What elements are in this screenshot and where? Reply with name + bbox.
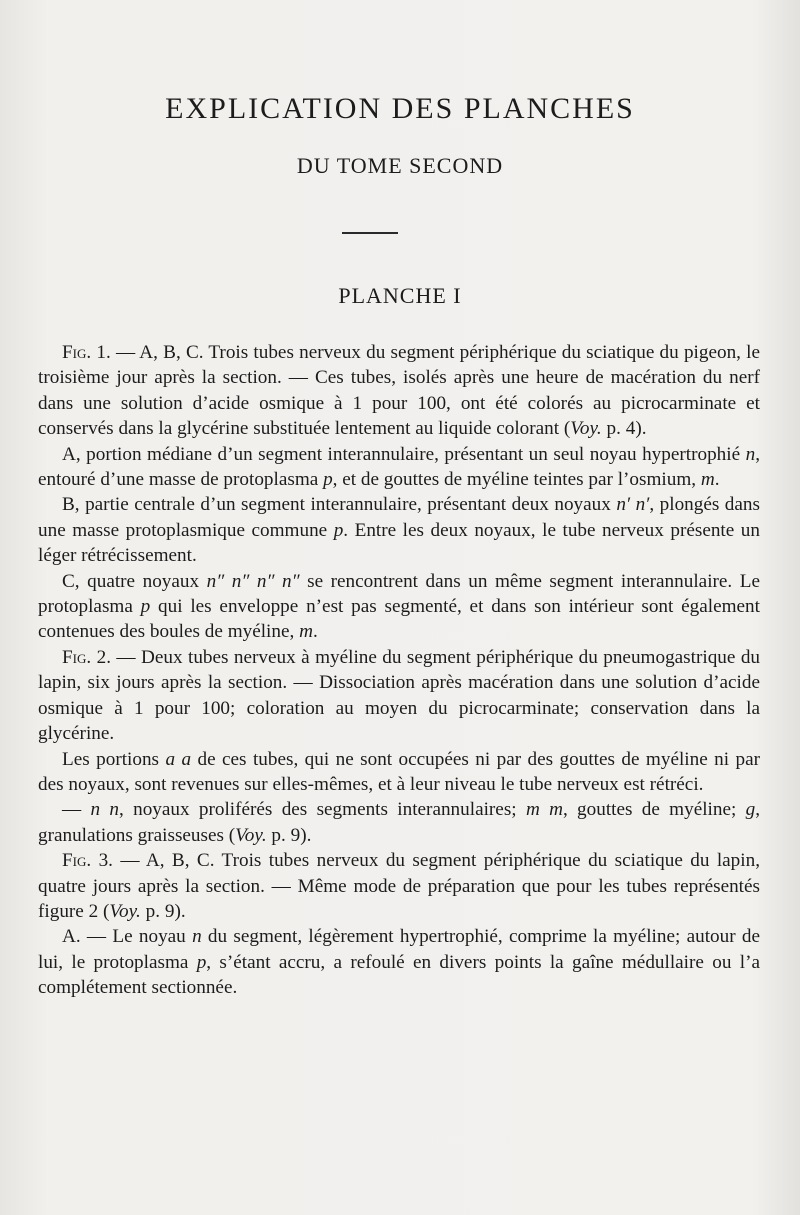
- paragraph-fig-1: [38, 340, 760, 442]
- variable-label: p: [333, 519, 344, 541]
- paragraph-text: de ces tubes, qui ne sont occupées ni par des gouttes de myéline ni par des noyaux, sont revenues sur elles-mêmes, et à leur niveau le tube nerveux est rétréci.: [38, 748, 760, 795]
- paragraph-text: A. — Le noyau: [62, 926, 193, 948]
- paragraph-text: , plongés dans une masse protoplasmique commune: [38, 494, 760, 541]
- paragraph-text: — A, B, C. Trois tubes nerveux du segment périphérique du sciatique du lapin, quatre jours après la section. — Même mode de préparation que pour les tubes représentés figure 2 (: [38, 850, 760, 922]
- variable-label: m: [700, 469, 715, 491]
- paragraph-fig-1-b: [38, 492, 760, 568]
- paragraph-text: , noyaux proliférés des segments interannulaires;: [119, 799, 526, 821]
- paragraph-fig-2-legend: [38, 797, 760, 848]
- reference-label: Voy.: [235, 824, 267, 846]
- paragraph-text: .: [714, 469, 720, 491]
- paragraph-text: C, quatre noyaux: [62, 570, 207, 592]
- variable-label: m: [299, 621, 313, 643]
- variable-label: p: [323, 469, 333, 491]
- variable-label: g: [745, 799, 756, 821]
- page-title: EXPLICATION DES PLANCHES: [165, 92, 635, 125]
- variable-label: p: [140, 596, 151, 618]
- paragraph-text: , granulations graisseuses (: [38, 799, 761, 846]
- paragraph-text: A, portion médiane d’un segment interannulaire, présentant un seul noyau hypertrophié: [62, 443, 746, 465]
- variable-label: n n: [90, 799, 119, 821]
- reference-page: p. 9).: [266, 824, 312, 846]
- reference-page: p. 9).: [140, 900, 186, 922]
- paragraph-text: B, partie centrale d’un segment interannulaire, présentant deux noyaux: [62, 494, 617, 516]
- paragraph-text: , gouttes de myéline;: [562, 799, 746, 821]
- paragraph-text: , s’étant accru, a refoulé en divers points la gaîne médullaire ou l’a complétement sectionnée.: [38, 951, 760, 999]
- page-subtitle: DU TOME SECOND: [296, 153, 504, 178]
- plate-heading: PLANCHE I: [338, 283, 462, 308]
- title-divider: [342, 232, 398, 234]
- paragraph-text: . Entre les deux noyaux, le tube nerveux présente un léger rétrécissement.: [38, 519, 760, 567]
- paragraph-fig-3-a: [38, 924, 760, 1000]
- variable-label: n: [192, 926, 202, 948]
- variable-label: n: [745, 443, 756, 465]
- paragraph-text: — Deux tubes nerveux à myéline du segment périphérique du pneumogastrique du lapin, six jours après la section. — Dissociation après macération dans une solution d’acide osmique à 1 pour 100; coloration au moyen du picrocarminate; conservation dans la glycérine.: [38, 646, 761, 745]
- reference-label: Voy.: [109, 900, 141, 922]
- reference-label: Voy.: [570, 418, 602, 440]
- paragraph-text: se rencontrent dans un même segment interannulaire. Le protoplasma: [38, 570, 760, 618]
- paragraph-fig-1-c: [38, 569, 760, 645]
- figure-label: Fig. 2.: [62, 646, 111, 668]
- paragraph-text: du segment, légèrement hypertrophié, comprime la myéline; autour de lui, le protoplasma: [38, 926, 760, 973]
- paragraph-fig-3: [38, 848, 760, 924]
- paragraph-text: , entouré d’une masse de protoplasma: [38, 443, 760, 491]
- variable-label: n″ n″ n″ n″: [206, 570, 300, 592]
- reference-page: p. 4).: [601, 418, 647, 440]
- body-text: [38, 340, 760, 1001]
- paragraph-fig-2: [38, 645, 760, 747]
- paragraph-text: , et de gouttes de myéline teintes par l’osmium,: [332, 469, 701, 491]
- variable-label: n′ n′: [616, 494, 650, 516]
- variable-label: m m: [525, 799, 563, 821]
- variable-label: p: [196, 951, 207, 973]
- variable-label: a a: [165, 748, 192, 770]
- paragraph-text: .: [312, 621, 318, 643]
- paragraph-text: qui les enveloppe n’est pas segmenté, et dans son intérieur sont également contenues des boules de myéline,: [38, 596, 760, 643]
- paragraph-fig-2-portions: [38, 747, 760, 798]
- figure-label: Fig. 1.: [62, 342, 111, 363]
- paragraph-text: —: [62, 799, 91, 821]
- paragraph-text: — A, B, C. Trois tubes nerveux du segment périphérique du sciatique du pigeon, le troisième jour après la section. — Ces tubes, isolés après une heure de macération du nerf dans une solution d’acide osmique à 1 pour 100, ont été colorés au picrocarminate et conservés dans la glycérine substituée lentement au liquide colorant (: [38, 342, 761, 440]
- figure-label: Fig. 3.: [62, 850, 113, 872]
- paragraph-fig-1-a: [38, 442, 760, 493]
- paragraph-text: Les portions: [62, 748, 166, 770]
